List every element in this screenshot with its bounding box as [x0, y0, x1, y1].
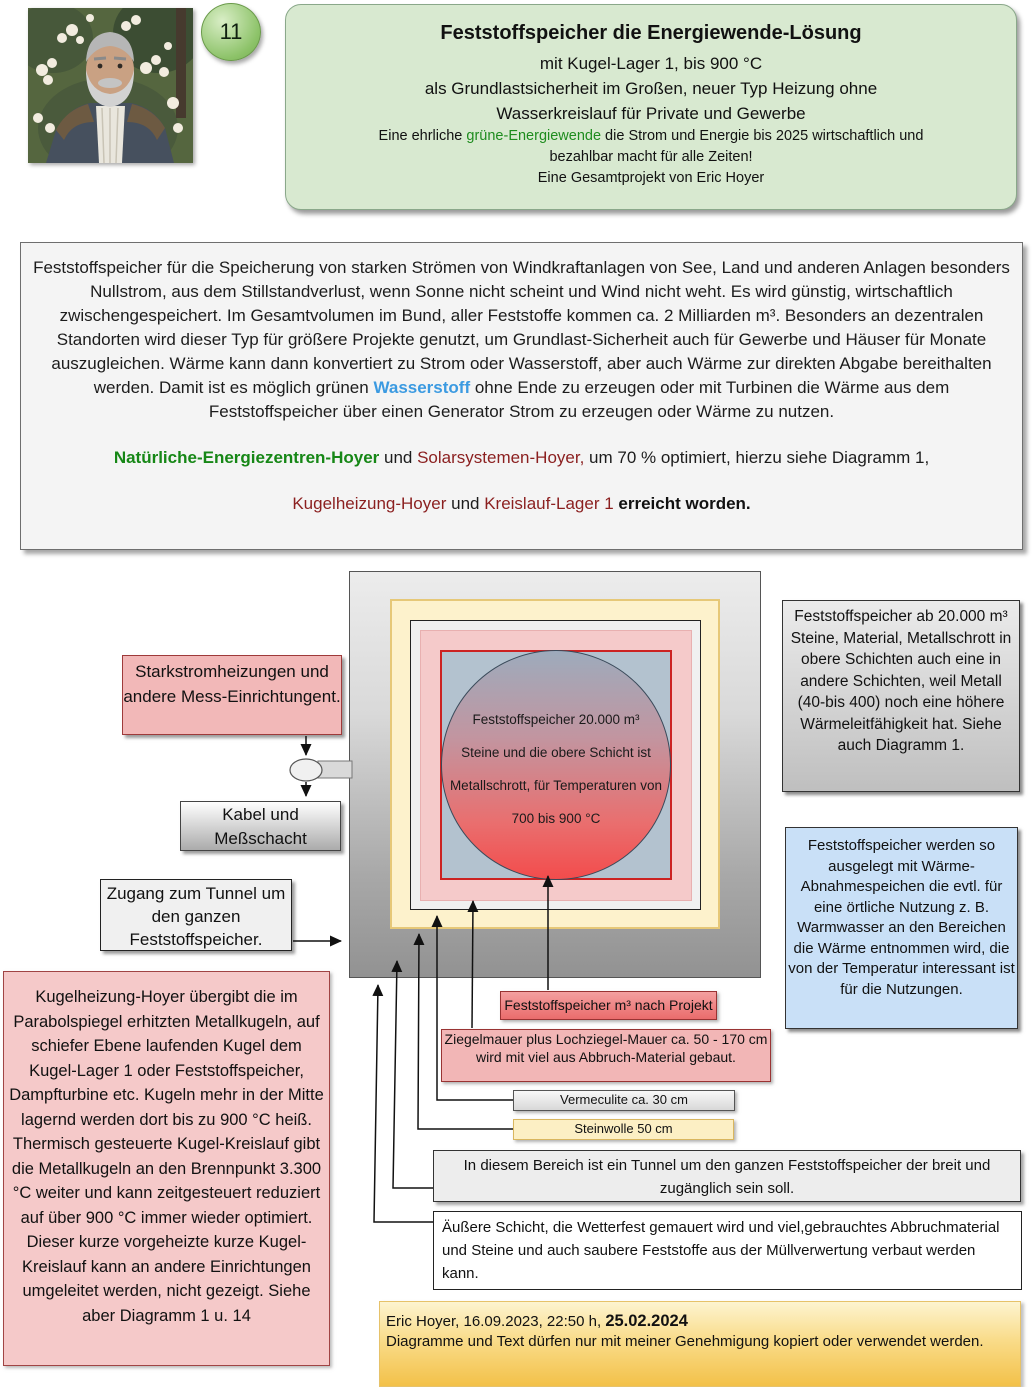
- wasserstoff-link[interactable]: Wasserstoff: [373, 378, 471, 397]
- page-number-badge: [201, 3, 261, 61]
- subtitle-2: als Grundlastsicherheit im Großen, neuer Typ Heizung ohne: [424, 79, 878, 98]
- label-zugang-tunnel: Zugang zum Tunnel um den ganzen Feststoffspeicher.: [100, 879, 292, 951]
- copyright-box: [379, 1301, 1021, 1387]
- core-line-2: Steine und die obere Schicht ist: [461, 745, 651, 760]
- label-kabel-messschacht: Kabel und Meßschacht: [180, 801, 341, 851]
- core-line-3: Metallschrott, für Temperaturen von: [449, 778, 663, 793]
- arrow-aussen-to-outer-edge: [374, 985, 433, 1222]
- intro-p1-rest: ohne Ende zu erzeugen oder mit Turbinen die Wärme aus dem Feststoffspeicher über einen Generator Strom zu erzeugen oder Wärme zu nutzen.: [208, 378, 950, 421]
- intro-p3-bold: erreicht worden.: [613, 494, 751, 513]
- intro-paragraph-3: [27, 492, 1016, 516]
- subtitle-4-pre: Eine ehrliche: [378, 128, 467, 144]
- subtitle-5: bezahlbar macht für alle Zeiten!: [549, 149, 753, 165]
- intro-p2-mid: und: [379, 448, 418, 467]
- title-box: [285, 4, 1017, 210]
- author-date-text: Eric Hoyer, 16.09.2023, 22:50 h,: [386, 1313, 606, 1330]
- intro-paragraph-1: [27, 256, 1016, 424]
- intro-paragraph-2: [27, 446, 1016, 470]
- solarsysteme-link[interactable]: Solarsystemen-Hoyer,: [417, 448, 585, 467]
- label-ziegelmauer: Ziegelmauer plus Lochziegel-Mauer ca. 50 - 170 cm wird mit viel aus Abbruch-Material gebaut.: [441, 1029, 771, 1082]
- page-number: 11: [219, 19, 243, 44]
- label-layers-info: Feststoffspeicher ab 20.000 m³ Steine, Material, Metallschrott in obere Schichten auch eine in andere Schichten, weil Metall (40-bis 400) noch eine höhere Wärmeleitfähigkeit hat. Siehe auch Diagramm 1.: [782, 600, 1020, 792]
- author-photo-graphic: [28, 8, 193, 163]
- revision-date: 25.02.2024: [605, 1312, 688, 1330]
- arrow-tunnel-to-gray-area: [393, 961, 433, 1188]
- page-title: Feststoffspeicher die Energiewende-Lösung: [440, 22, 862, 44]
- intro-p1-text: Feststoffspeicher für die Speicherung von starken Strömen von Windkraftanlagen von See, Land und anderen Anlagen besonders Nullstrom, aus dem Stillstandverlust, wenn Sonne nicht scheint und Wind nicht weht. Es wird günstig, wirtschaftlich zwischengespeichert. Im Gesamtvolumen im Bund, aller Feststoffe kommen ca. 2 Milliarden m³. Besonders an dezentralen Standorten wird dieser Typ für größere Projekte genutzt, um Grundlast-Sicherheit auch für Gewerbe und Häuser für Monate auszugleichen. Wärme kann dann konvertiert zu Strom oder Wasserstoff, aber auch Wärme zur direkten Abgabe bereithalten werden. Damit ist es möglich grünen: [33, 258, 1010, 397]
- copyright-line-1: [386, 1311, 1010, 1332]
- intro-text-box: [20, 242, 1023, 550]
- storage-core-circle: [441, 650, 671, 880]
- label-volume: Feststoffspeicher m³ nach Projekt: [500, 991, 717, 1020]
- label-steinwolle: Steinwolle 50 cm: [513, 1119, 734, 1140]
- intro-p3-mid: und: [446, 494, 485, 513]
- author-photo: [28, 8, 193, 163]
- subtitle-4-post: die Strom und Energie bis 2025 wirtschaftlich und: [601, 128, 924, 144]
- energiezentren-link[interactable]: Natürliche-Energiezentren-Hoyer: [113, 448, 380, 467]
- junction-ellipse: [290, 759, 322, 781]
- subtitle-4: [286, 126, 1016, 147]
- subtitle-6: Eine Gesamtprojekt von Eric Hoyer: [537, 170, 765, 186]
- subtitle-1: mit Kugel-Lager 1, bis 900 °C: [539, 54, 763, 73]
- label-heat-usage: Feststoffspeicher werden so ausgelegt mit Wärme-Abnahmespeichen die evtl. für eine örtliche Nutzung z. B. Warmwasser an den Bereichen die Wärme entnommen wird, die von der Temperatur interessant ist für die Nutzungen.: [785, 827, 1018, 1029]
- copyright-line-2: Diagramme und Text dürfen nur mit meiner Genehmigung kopiert oder verwendet werden.: [386, 1333, 984, 1350]
- label-aeussere-schicht: Äußere Schicht, die Wetterfest gemauert wird und viel,gebrauchtes Abbruchmaterial und Steine und auch saubere Feststoffe aus der Müllverwertung verbaut werden kann.: [433, 1211, 1022, 1290]
- core-line-4: 700 bis 900 °C: [511, 811, 601, 826]
- green-energiewende-text: grüne-Energiewende: [466, 128, 602, 144]
- label-vermeculite: Vermeculite ca. 30 cm: [513, 1090, 735, 1111]
- label-tunnel-bereich: In diesem Bereich ist ein Tunnel um den ganzen Feststoffspeicher der breit und zugänglich sein soll.: [433, 1150, 1021, 1202]
- subtitle-3: Wasserkreislauf für Private und Gewerbe: [496, 104, 806, 123]
- kreislauf-lager-link[interactable]: Kreislauf-Lager 1: [484, 494, 614, 513]
- core-line-1: Feststoffspeicher 20.000 m³: [472, 712, 640, 727]
- label-starkstromheizungen: Starkstromheizungen und andere Mess-Einrichtungent.: [122, 655, 342, 735]
- intro-p2-rest: um 70 % optimiert, hierzu siehe Diagramm 1,: [584, 448, 930, 467]
- cable-pipe: [318, 761, 352, 778]
- note-kugelheizung: Kugelheizung-Hoyer übergibt die im Parabolspiegel erhitzten Metallkugeln, auf schiefer Ebene laufenden Kugel dem Kugel-Lager 1 oder Feststoffspeicher, Dampfturbine etc. Kugeln mehr in der Mitte lagernd werden dort bis zu 900 °C heiß. Thermisch gesteuerte Kugel-Kreislauf gibt die Metallkugeln an den Brennpunkt 3.300 °C weiter und kann zeitgesteuert reduziert auf über 900 °C immer wieder optimiert. Dieser kurze vorgeheizte kurze Kugel-Kreislauf kann an andere Einrichtungen umgeleitet werden, nicht gezeigt. Siehe aber Diagramm 1 u. 14: [3, 971, 330, 1366]
- kugelheizung-link[interactable]: Kugelheizung-Hoyer: [292, 494, 447, 513]
